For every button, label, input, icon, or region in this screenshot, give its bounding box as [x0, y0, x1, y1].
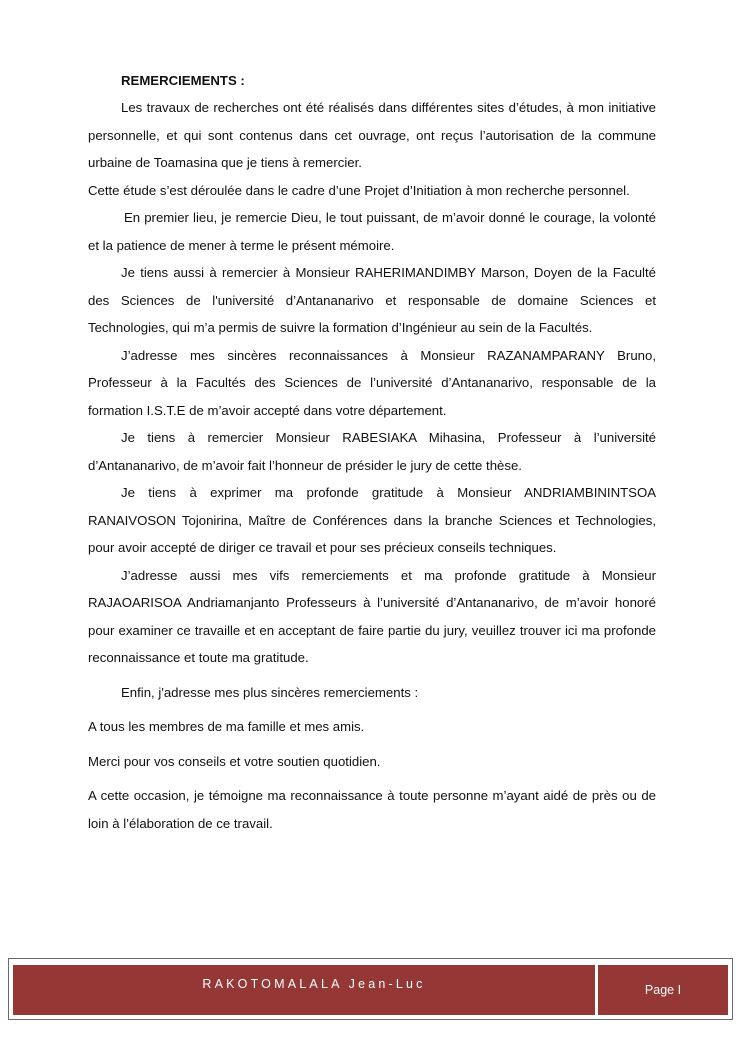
paragraph-thanks-dean: Je tiens aussi à remercier à Monsieur RAHERIMANDIMBY Marson, Doyen de la Faculté des Sciences de l'université d’Antananarivo et responsable de domaine Sciences et Technologies, qui m’a permis de suivre la formation d’Ingénieur au sein de la Facultés.	[88, 265, 656, 335]
paragraph-final-thanks: Enfin, j'adresse mes plus sincères remerciements :	[121, 684, 419, 700]
page-number: Page I	[644, 983, 682, 997]
paragraph-closing: A cette occasion, je témoigne ma reconnaissance à toute personne m’ayant aidé de près ou de loin à l’élaboration de ce travail.	[88, 788, 656, 831]
footer-author-banner	[13, 965, 595, 1015]
footer-author: RAKOTOMALALA Jean-Luc	[202, 977, 426, 991]
paragraph-context: Cette étude s’est déroulée dans le cadre d’une Projet d’Initiation à mon recherche personnel.	[88, 182, 630, 198]
paragraph-thanks-god: En premier lieu, je remercie Dieu, le tout puissant, de m’avoir donné le courage, la volonté et la patience de mener à terme le présent mémoire.	[88, 210, 656, 253]
paragraph-support: Merci pour vos conseils et votre soutien quotidien.	[88, 753, 381, 769]
paragraph-intro: Les travaux de recherches ont été réalisés dans différentes sites d’études, à mon initiative personnelle, et qui sont contenus dans cet ouvrage, ont reçus l’autorisation de la commune urbaine de Toamasina que je tiens à remercier.	[88, 100, 656, 170]
paragraph-family: A tous les membres de ma famille et mes amis.	[88, 719, 365, 734]
paragraph-thanks-examiner: J’adresse aussi mes vifs remerciements et ma profonde gratitude à Monsieur RAJAOARISOA Andriamanjanto Professeurs à l’université d’Antananarivo, de m’avoir honoré pour examiner ce travaille et en acceptant de faire partie du jury, veuillez trouver ici ma profonde reconnaissance et toute ma gratitude.	[88, 567, 656, 665]
page-content	[88, 70, 656, 837]
paragraph-thanks-professor-razanamparany: J’adresse mes sincères reconnaissances à Monsieur RAZANAMPARANY Bruno, Professeur à la Facultés des Sciences de l’université d’Antananarivo, responsable de la formation I.S.T.E de m’avoir accepté dans votre département.	[88, 347, 656, 418]
paragraph-thanks-supervisor: Je tiens à exprimer ma profonde gratitude à Monsieur ANDRIAMBININTSOA RANAIVOSON Tojonirina, Maître de Conférences dans la branche Sciences et Technologies, pour avoir accepté de diriger ce travail et pour ses précieux conseils techniques.	[88, 485, 656, 555]
paragraph-thanks-jury-president: Je tiens à remercier Monsieur RABESIAKA Mihasina, Professeur à l’université d’Antananarivo, de m’avoir fait l’honneur de présider le jury de cette thèse.	[88, 430, 656, 473]
footer-page-box	[598, 965, 728, 1015]
section-title: REMERCIEMENTS :	[121, 73, 245, 88]
